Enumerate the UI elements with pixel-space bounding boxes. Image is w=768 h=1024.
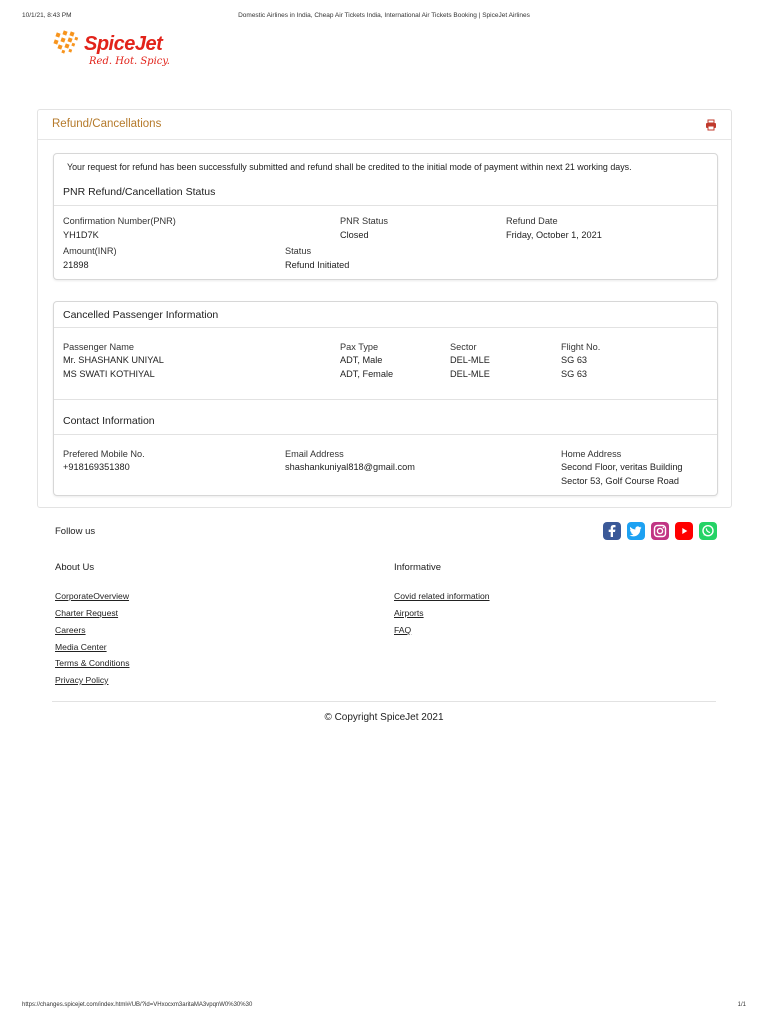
print-url: https://changes.spicejet.com/index.html#/UB/?id=VHxocxm3aritaMA3vpqnW0%30%30 <box>22 1002 253 1008</box>
print-date: 10/1/21, 8:43 PM <box>22 12 72 19</box>
amount-label: Amount(INR) <box>63 246 117 256</box>
refund-date-value: Friday, October 1, 2021 <box>506 230 602 240</box>
site-footer <box>0 520 768 740</box>
refund-cancellations-card <box>37 109 732 508</box>
informative-heading: Informative <box>394 562 441 573</box>
footer-link-faq[interactable]: FAQ <box>394 625 412 635</box>
status-label: Status <box>285 246 312 256</box>
passenger-row-1-sector: DEL-MLE <box>450 355 490 365</box>
pnr-status-value: Closed <box>340 230 369 240</box>
mobile-label: Prefered Mobile No. <box>63 449 145 459</box>
email-label: Email Address <box>285 449 344 459</box>
passenger-row-2-sector: DEL-MLE <box>450 369 490 379</box>
copyright-text: © Copyright SpiceJet 2021 <box>324 712 444 723</box>
spicejet-burst-icon <box>52 29 82 59</box>
footer-link-careers[interactable]: Careers <box>55 625 86 635</box>
passenger-row-1-flight: SG 63 <box>561 355 588 365</box>
print-page-title: Domestic Airlines in India, Cheap Air Tickets India, International Air Tickets Booking | SpiceJet Airlines <box>238 12 530 19</box>
instagram-icon[interactable] <box>651 522 669 540</box>
pnr-status-label: PNR Status <box>340 216 388 226</box>
divider <box>54 399 717 400</box>
spicejet-logo[interactable] <box>52 27 172 75</box>
twitter-icon[interactable] <box>627 522 645 540</box>
home-address-line-1: Second Floor, veritas Building <box>561 462 683 472</box>
divider <box>54 205 717 206</box>
confirmation-number-value: YH1D7K <box>63 230 99 240</box>
mobile-value: +918169351380 <box>63 462 130 472</box>
footer-link-airports[interactable]: Airports <box>394 608 424 618</box>
passenger-row-2-name: MS SWATI KOTHIYAL <box>63 369 155 379</box>
confirmation-number-label: Confirmation Number(PNR) <box>63 216 176 226</box>
facebook-icon[interactable] <box>603 522 621 540</box>
status-value: Refund Initiated <box>285 260 350 270</box>
print-footer <box>22 1002 746 1014</box>
contact-section-heading: Contact Information <box>63 415 155 427</box>
column-header-passenger-name: Passenger Name <box>63 342 134 352</box>
refund-date-label: Refund Date <box>506 216 558 226</box>
print-header <box>22 12 746 24</box>
column-header-sector: Sector <box>450 342 477 352</box>
printer-icon[interactable] <box>705 119 717 131</box>
passenger-row-1-pax-type: ADT, Male <box>340 355 383 365</box>
footer-divider <box>52 701 716 702</box>
whatsapp-icon[interactable] <box>699 522 717 540</box>
passenger-row-1-name: Mr. SHASHANK UNIYAL <box>63 355 164 365</box>
youtube-icon[interactable] <box>675 522 693 540</box>
email-value: shashankuniyal818@gmail.com <box>285 462 415 472</box>
refund-status-box <box>53 153 718 280</box>
home-address-label: Home Address <box>561 449 622 459</box>
passenger-row-2-flight: SG 63 <box>561 369 588 379</box>
about-us-heading: About Us <box>55 562 95 573</box>
divider <box>54 434 717 435</box>
passenger-contact-box <box>53 301 718 496</box>
footer-link-media-center[interactable]: Media Center <box>55 642 107 652</box>
passenger-row-2-pax-type: ADT, Female <box>340 369 394 379</box>
amount-value: 21898 <box>63 260 89 270</box>
logo-brand-text: SpiceJet <box>84 33 163 55</box>
home-address-line-2: Sector 53, Golf Course Road <box>561 476 679 486</box>
refund-success-message: Your request for refund has been successfully submitted and refund shall be credited to the initial mode of payment within next 21 working days. <box>67 162 632 172</box>
card-title: Refund/Cancellations <box>52 118 162 130</box>
follow-us-label: Follow us <box>55 526 96 537</box>
footer-link-corporate-overview[interactable]: CorporateOverview <box>55 591 130 601</box>
divider <box>54 327 717 328</box>
footer-link-privacy-policy[interactable]: Privacy Policy <box>55 675 109 685</box>
footer-link-covid-info[interactable]: Covid related information <box>394 591 490 601</box>
passenger-section-heading: Cancelled Passenger Information <box>63 309 219 321</box>
footer-link-charter-request[interactable]: Charter Request <box>55 608 119 618</box>
footer-link-terms-conditions[interactable]: Terms & Conditions <box>55 658 130 668</box>
column-header-pax-type: Pax Type <box>340 342 379 352</box>
card-header <box>38 110 731 140</box>
status-section-heading: PNR Refund/Cancellation Status <box>63 186 216 198</box>
logo-tagline: Red. Hot. Spicy. <box>89 56 170 67</box>
column-header-flight-no: Flight No. <box>561 342 601 352</box>
print-page-number: 1/1 <box>737 1002 746 1008</box>
